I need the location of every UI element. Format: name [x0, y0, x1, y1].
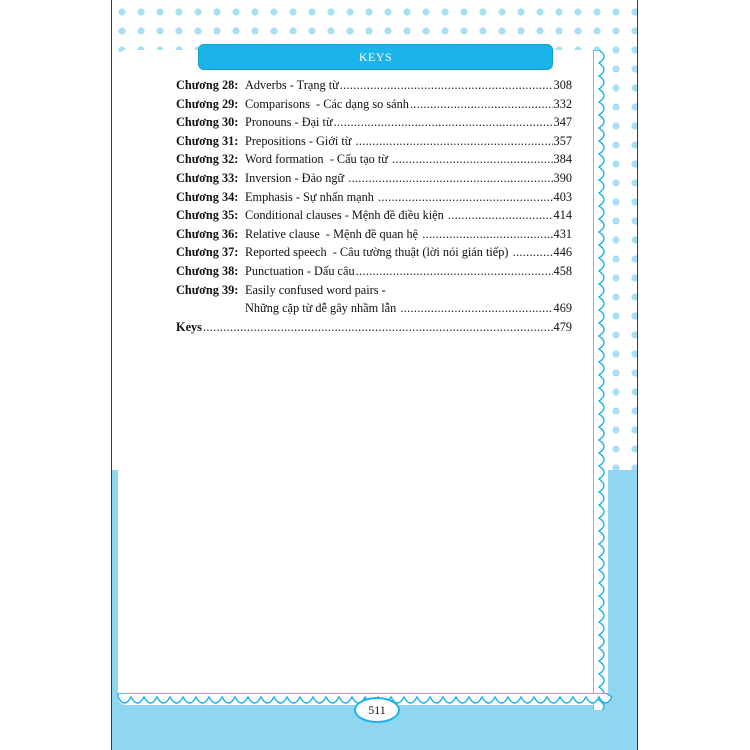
toc-dot-leader	[410, 97, 553, 112]
toc-page-number: 332	[553, 96, 572, 111]
toc-row	[176, 245, 572, 264]
toc-page-number: 403	[553, 189, 572, 204]
pattern-dot	[631, 160, 637, 167]
toc-dot-leader	[378, 190, 553, 205]
pattern-dot	[517, 8, 524, 15]
toc-dot-leader	[422, 227, 552, 242]
toc-row	[176, 264, 572, 283]
pattern-dot	[498, 8, 505, 15]
toc-chapter-title: Word formation - Cấu tạo từ	[245, 152, 392, 167]
toc-row	[176, 171, 572, 190]
pattern-dot	[137, 27, 144, 34]
page-number-badge	[354, 697, 400, 723]
pattern-dot	[555, 8, 562, 15]
pattern-dot	[232, 27, 239, 34]
toc-page-number: 357	[553, 133, 572, 148]
pattern-dot	[612, 8, 619, 15]
pattern-dot	[631, 27, 637, 34]
pattern-dot	[612, 27, 619, 34]
pattern-dot	[631, 198, 637, 205]
toc-row	[176, 227, 572, 246]
pattern-dot	[631, 236, 637, 243]
pattern-dot	[175, 8, 182, 15]
toc-page-number: 479	[553, 319, 572, 334]
toc-chapter-label: Chương 32:	[176, 152, 239, 167]
table-of-contents	[176, 78, 572, 338]
pattern-dot	[517, 27, 524, 34]
toc-chapter-title: Emphasis - Sự nhấn mạnh	[245, 189, 378, 204]
pattern-dot	[631, 141, 637, 148]
toc-row	[176, 78, 572, 97]
pattern-dot	[270, 27, 277, 34]
toc-chapter-title: Punctuation - Dấu câu	[245, 263, 355, 278]
toc-page-number: 469	[553, 301, 572, 316]
toc-page-number: 384	[553, 152, 572, 167]
toc-chapter-title: Pronouns - Đại từ	[245, 115, 333, 130]
pattern-dot	[327, 8, 334, 15]
toc-row	[176, 301, 572, 320]
toc-chapter-label: Keys	[176, 319, 202, 334]
pattern-dot	[631, 46, 637, 53]
toc-dot-leader	[392, 152, 553, 167]
pattern-dot	[213, 27, 220, 34]
pattern-dot	[593, 27, 600, 34]
toc-chapter-label: Chương 33:	[176, 170, 239, 185]
pattern-dot	[460, 27, 467, 34]
toc-chapter-label: Chương 29:	[176, 96, 239, 111]
toc-dot-leader	[356, 134, 553, 149]
toc-row	[176, 152, 572, 171]
pattern-dot	[631, 407, 637, 414]
toc-row	[176, 134, 572, 153]
pattern-dot	[156, 27, 163, 34]
pattern-dot	[631, 179, 637, 186]
pattern-dot	[175, 27, 182, 34]
toc-chapter-label: Chương 38:	[176, 263, 239, 278]
pattern-dot	[346, 8, 353, 15]
toc-chapter-label: Chương 31:	[176, 133, 239, 148]
toc-chapter-title: Comparisons - Các dạng so sánh	[245, 96, 409, 111]
pattern-dot	[536, 8, 543, 15]
pattern-dot	[422, 8, 429, 15]
pattern-dot	[536, 27, 543, 34]
pattern-dot	[631, 350, 637, 357]
pattern-dot	[631, 369, 637, 376]
toc-dot-leader	[203, 320, 553, 335]
pattern-dot	[384, 27, 391, 34]
pattern-dot	[441, 27, 448, 34]
toc-chapter-title: Relative clause - Mệnh đề quan hệ	[245, 226, 422, 241]
pattern-dot	[631, 274, 637, 281]
toc-chapter-title: Inversion - Đảo ngữ	[245, 170, 348, 185]
pattern-dot	[403, 27, 410, 34]
pattern-dot	[346, 27, 353, 34]
toc-row	[176, 97, 572, 116]
toc-chapter-label: Chương 37:	[176, 245, 239, 260]
pattern-dot	[631, 426, 637, 433]
toc-chapter-label: Chương 36:	[176, 226, 239, 241]
pattern-dot	[479, 8, 486, 15]
toc-row	[176, 190, 572, 209]
toc-page-number: 458	[553, 263, 572, 278]
toc-chapter-title: Adverbs - Trạng từ	[245, 78, 339, 92]
section-header-title: KEYS	[358, 50, 393, 64]
page-number: 511	[368, 703, 386, 717]
pattern-dot	[631, 331, 637, 338]
pattern-dot	[308, 8, 315, 15]
toc-page-number: 347	[553, 115, 572, 130]
toc-chapter-title: Conditional clauses - Mệnh đề điều kiện	[245, 208, 447, 223]
pattern-dot	[422, 27, 429, 34]
pattern-dot	[213, 8, 220, 15]
pattern-dot	[365, 27, 372, 34]
toc-chapter-label: Chương 28:	[176, 78, 239, 92]
toc-row	[176, 208, 572, 227]
pattern-dot	[365, 8, 372, 15]
pattern-dot	[631, 103, 637, 110]
pattern-dot	[403, 8, 410, 15]
pattern-dot	[555, 27, 562, 34]
book-page	[111, 0, 638, 750]
toc-dot-leader	[334, 115, 553, 130]
toc-row	[176, 115, 572, 134]
toc-chapter-label: Chương 34:	[176, 189, 239, 204]
pattern-dot	[118, 8, 125, 15]
toc-dot-leader	[513, 245, 553, 260]
pattern-dot	[631, 255, 637, 262]
pattern-dot	[574, 8, 581, 15]
pattern-dot	[498, 27, 505, 34]
pattern-dot	[631, 312, 637, 319]
section-header-bar	[198, 44, 553, 70]
toc-dot-leader	[340, 78, 553, 93]
pattern-dot	[308, 27, 315, 34]
pattern-dot	[327, 27, 334, 34]
toc-chapter-title: Reported speech - Câu tường thuật (lời nói gián tiếp)	[245, 245, 512, 260]
pattern-dot	[631, 217, 637, 224]
toc-chapter-title: Prepositions - Giới từ	[245, 133, 355, 148]
toc-page-number: 308	[553, 78, 572, 92]
toc-chapter-title: Easily confused word pairs -	[245, 282, 386, 297]
pattern-dot	[289, 27, 296, 34]
pattern-dot	[194, 8, 201, 15]
toc-dot-leader	[348, 171, 552, 186]
pattern-dot	[251, 27, 258, 34]
toc-chapter-label: Chương 39:	[176, 282, 239, 297]
toc-page-number: 431	[553, 226, 572, 241]
pattern-dot	[156, 8, 163, 15]
pattern-dot	[137, 8, 144, 15]
toc-page-number: 446	[553, 245, 572, 260]
pattern-dot	[118, 27, 125, 34]
pattern-dot	[631, 122, 637, 129]
pattern-dot	[593, 8, 600, 15]
pattern-dot	[631, 293, 637, 300]
pattern-dot	[289, 8, 296, 15]
toc-chapter-label: Chương 35:	[176, 208, 239, 223]
pattern-dot	[631, 388, 637, 395]
pattern-dot	[270, 8, 277, 15]
pattern-dot	[574, 27, 581, 34]
toc-chapter-title: Những cặp từ dễ gây nhầm lẫn	[245, 301, 400, 316]
pattern-dot	[479, 27, 486, 34]
toc-row	[176, 283, 572, 302]
toc-dot-leader	[448, 208, 553, 223]
pattern-dot	[631, 8, 637, 15]
toc-page-number: 390	[553, 170, 572, 185]
wave-path	[593, 50, 604, 710]
toc-dot-leader	[400, 301, 552, 316]
pattern-dot	[232, 8, 239, 15]
pattern-dot	[631, 445, 637, 452]
pattern-dot	[460, 8, 467, 15]
pattern-dot	[384, 8, 391, 15]
pattern-dot	[194, 27, 201, 34]
pattern-dot	[631, 84, 637, 91]
toc-row	[176, 320, 572, 339]
pattern-dot	[441, 8, 448, 15]
pattern-dot	[631, 65, 637, 72]
wavy-edge-right	[593, 50, 619, 710]
toc-chapter-label: Chương 30:	[176, 115, 239, 130]
toc-page-number: 414	[553, 208, 572, 223]
pattern-dot	[251, 8, 258, 15]
toc-dot-leader	[356, 264, 553, 279]
